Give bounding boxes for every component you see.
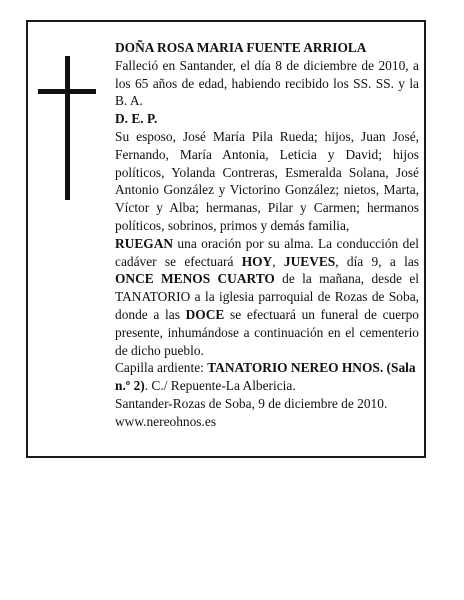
- tanatorio-name: TANATORIO NEREO HNOS.: [207, 360, 384, 376]
- hoy-word: HOY: [241, 253, 273, 269]
- death-statement: Falleció en Santander, el día 8 de diciembre de 2010, a los 65 años de edad, habiendo recibido los SS. SS. y la B. A.: [115, 57, 419, 109]
- chapel-info: Capilla ardiente: TANATORIO NEREO HNOS. (Sala n.º 2). C./ Repuente-La Albericia.: [115, 360, 416, 394]
- sala-number: (Sala n.º 2): [115, 360, 416, 394]
- doce-word: DOCE: [185, 306, 225, 322]
- jueves-word: JUEVES: [283, 253, 336, 269]
- funeral-details: RUEGAN una oración por su alma. La conducción del cadáver se efectuará HOY, JUEVES, día 9, a las ONCE MENOS CUARTO de la mañana, desde el TANATORIO a la iglesia parroquial de Rozas de Soba, donde a las DOCE se efectuará un funeral de cuerpo presente, inhumándose a continuación en el cementerio de dicho pueblo.: [115, 235, 420, 358]
- website: www.nereohnos.es: [115, 413, 217, 429]
- deceased-name: DOÑA ROSA MARIA FUENTE ARRIOLA: [115, 40, 367, 55]
- ruegan-word: RUEGAN: [115, 235, 174, 251]
- obituary-notice: [26, 20, 426, 458]
- place-date: Santander-Rozas de Soba, 9 de diciembre de 2010.: [115, 395, 388, 411]
- notice-text: [115, 39, 419, 431]
- cross-horizontal-bar: [38, 89, 96, 94]
- dep-line: D. E. P.: [115, 111, 158, 127]
- cross-icon: [38, 56, 96, 200]
- cross-vertical-bar: [65, 56, 70, 200]
- once-menos-cuarto: ONCE MENOS CUARTO: [115, 271, 275, 287]
- family-list: Su esposo, José María Pila Rueda; hijos, Juan José, Fernando, María Antonia, Leticia y David; hijos políticos, Yolanda Contreras, Esmeralda Solana, José Antonio González y Victorino González; nietos, Marta, Víctor y Alba; hermanas, Pilar y Carmen; hermanos políticos, sobrinos, primos y demás familia,: [115, 128, 419, 233]
